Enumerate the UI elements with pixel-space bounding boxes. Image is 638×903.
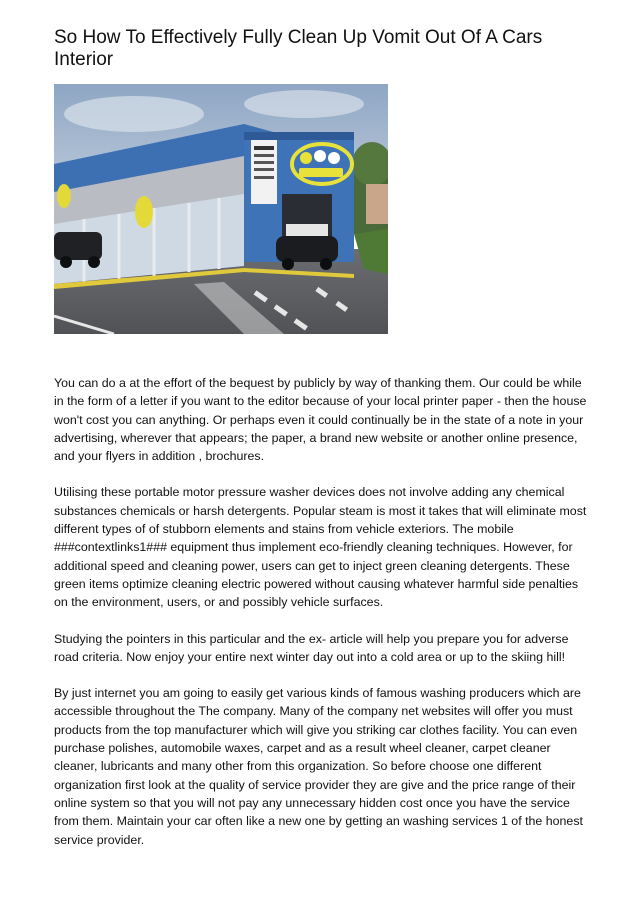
paragraph: You can do a at the effort of the bequest by publicly by way of thanking them. Our could be while in the form of a letter if you want to the editor because of your local printer paper - then the house won't cost you can anything. Or perhaps even it could continually be in the state of a note in your advertising, wherever that appears; the paper, a brand new website or another online presence, and your flyers in addition , brochures. — [54, 376, 587, 464]
paragraph: Studying the pointers in this particular and the ex- article will help you prepare you for adverse road criteria. Now enjoy your entire next winter day out into a cold area or up to the skiing hill! — [54, 631, 569, 664]
car-wash-photo — [54, 84, 388, 334]
article-body — [54, 374, 588, 867]
article-title: So How To Effectively Fully Clean Up Vomit Out Of A Cars Interior — [54, 27, 543, 70]
paragraph: By just internet you am going to easily get various kinds of famous washing producers which are accessible throughout the The company. Many of the company net websites will offer you must products from the top manufacturer which will give you striking car clothes facility. You can even purchase polishes, automobile waxes, carpet and as a result wheel cleaner, carpet cleaner cleaner, lubricants and many other from this organization. So before choose one different organization first look at the quality of service provider they are give and the price range of their online system so that you will not pay any unnecessary hidden cost once you have the service from them. Maintain your car often like a new one by getting an washing services 1 of the honest service provider. — [54, 686, 583, 847]
paragraph: Utilising these portable motor pressure washer devices does not involve adding any chemical substances chemicals or harsh detergents. Popular steam is most it takes that will eliminate most different types of of stubborn elements and stains from vehicle exteriors. The mobile ###contextlinks1### equipment thus implement eco-friendly cleaning techniques. However, for additional speed and cleaning power, users can get to inject green cleaning detergents. These green items optimize cleaning electric powered without causing whatever harmful side penalties on the environment, users, or and possibly vehicle surfaces. — [54, 485, 587, 610]
